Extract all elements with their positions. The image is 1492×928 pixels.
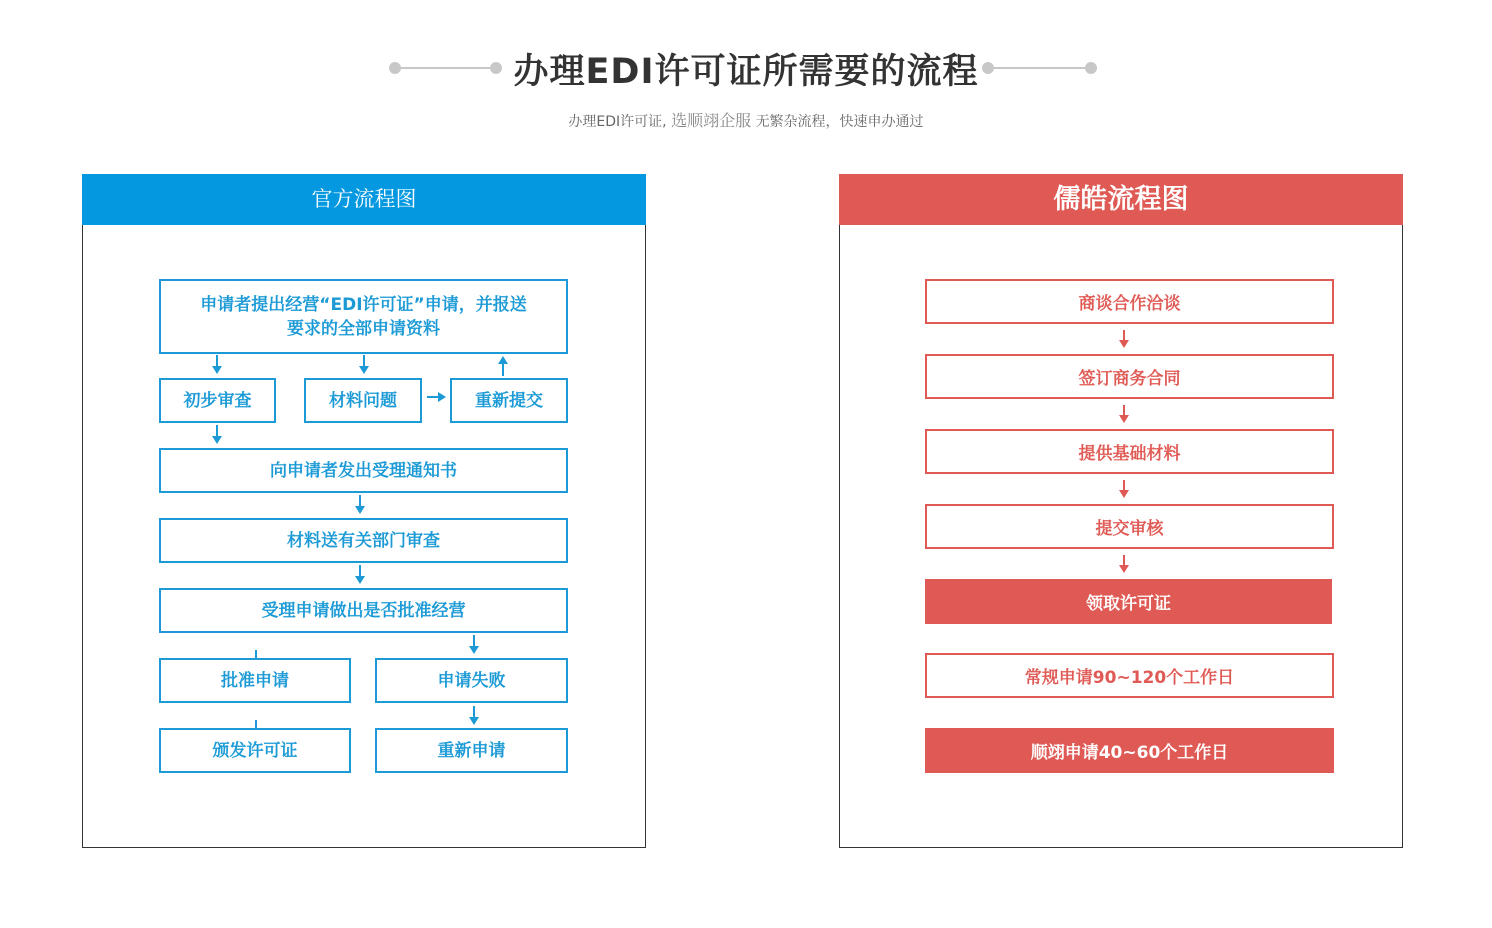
arrow-issue-to-resubmit-head xyxy=(438,392,446,402)
fast-application-duration: 顺翊申请40~60个工作日 xyxy=(925,728,1334,773)
page-subtitle xyxy=(0,108,1492,131)
regular-application-duration: 常规申请90~120个工作日 xyxy=(925,653,1334,698)
arrow-decision-to-fail-head xyxy=(469,646,479,654)
step-reapply: 重新申请 xyxy=(375,728,568,773)
arrow-submit-to-initial-head xyxy=(212,366,222,374)
step-notice: 向申请者发出受理通知书 xyxy=(159,448,568,493)
ruhao-flowchart-header xyxy=(839,174,1403,225)
subtitle-part2: 无繁杂流程，快速申办通过 xyxy=(755,114,924,130)
step-submit-line2: 要求的全部申请资料 xyxy=(287,318,440,339)
ruhao-flowchart-title: 儒皓流程图 xyxy=(1053,184,1189,215)
arrow-contract-to-materials-head xyxy=(1119,415,1129,423)
deco-dot-right-outer xyxy=(1085,62,1097,74)
arrow-resubmit-up-shaft xyxy=(502,363,504,376)
step-initial-review: 初步审查 xyxy=(159,378,276,423)
step-submit-line1: 申请者提出经营“EDI许可证”申请，并报送 xyxy=(200,294,527,315)
step-resubmit: 重新提交 xyxy=(450,378,568,423)
step-issue-license: 颁发许可证 xyxy=(159,728,351,773)
step-decision: 受理申请做出是否批准经营 xyxy=(159,588,568,633)
official-flowchart-header xyxy=(82,174,646,225)
arrow-notice-to-dept-head xyxy=(355,506,365,514)
arrow-dept-to-decision-head xyxy=(355,576,365,584)
arrow-materials-to-review-head xyxy=(1119,490,1129,498)
arrow-fail-to-reapply-head xyxy=(469,717,479,725)
arrow-initial-to-notice-head xyxy=(212,436,222,444)
step-negotiate: 商谈合作洽谈 xyxy=(925,279,1334,324)
arrow-negotiate-to-contract-head xyxy=(1119,340,1129,348)
step-submit-application xyxy=(159,279,568,354)
deco-line-right xyxy=(990,67,1086,69)
step-contract: 签订商务合同 xyxy=(925,354,1334,399)
arrow-review-to-obtain-head xyxy=(1119,565,1129,573)
arrow-submit-to-issue-head xyxy=(359,366,369,374)
step-material-issue: 材料问题 xyxy=(304,378,422,423)
page-title: 办理EDI许可证所需要的流程 xyxy=(513,52,979,92)
step-department-review: 材料送有关部门审查 xyxy=(159,518,568,563)
step-fail: 申请失败 xyxy=(375,658,568,703)
subtitle-highlight: 选顺翊企服 xyxy=(671,111,752,130)
official-flowchart-title: 官方流程图 xyxy=(311,187,417,211)
step-approve: 批准申请 xyxy=(159,658,351,703)
step-obtain-license: 领取许可证 xyxy=(925,579,1332,624)
step-materials: 提供基础材料 xyxy=(925,429,1334,474)
step-submit-review: 提交审核 xyxy=(925,504,1334,549)
subtitle-part1: 办理EDI许可证, xyxy=(568,114,667,130)
